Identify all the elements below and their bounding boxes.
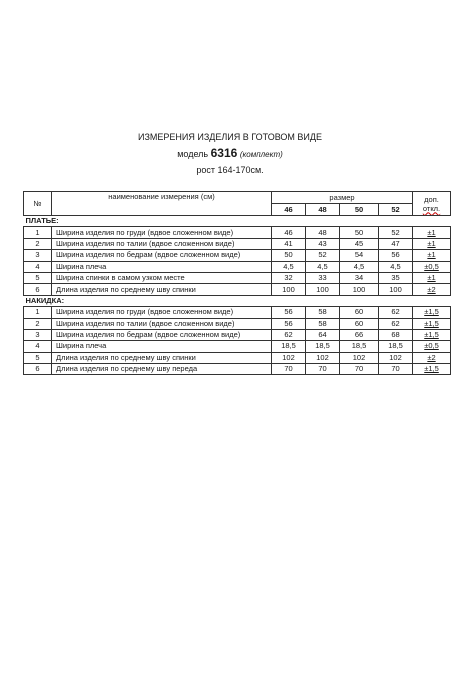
model-note: (комплект) bbox=[239, 150, 283, 159]
size-value: 62 bbox=[379, 318, 413, 329]
size-value: 50 bbox=[340, 227, 379, 238]
size-value: 4,5 bbox=[272, 261, 306, 272]
size-value: 48 bbox=[306, 227, 340, 238]
size-value: 46 bbox=[272, 227, 306, 238]
tolerance-cell bbox=[413, 318, 451, 329]
size-value: 100 bbox=[340, 284, 379, 295]
header-tolerance-line2: откл. bbox=[422, 203, 441, 213]
size-value: 62 bbox=[272, 329, 306, 340]
size-header: 52 bbox=[379, 204, 413, 216]
tolerance-value: ±1 bbox=[427, 227, 436, 237]
tolerance-value: ±2 bbox=[427, 284, 436, 294]
size-value: 32 bbox=[272, 272, 306, 283]
size-value: 4,5 bbox=[340, 261, 379, 272]
size-value: 58 bbox=[306, 307, 340, 318]
size-value: 100 bbox=[272, 284, 306, 295]
measurement-name: Ширина изделия по талии (вдвое сложенном виде) bbox=[52, 238, 272, 249]
size-value: 100 bbox=[306, 284, 340, 295]
header-row-1 bbox=[24, 192, 451, 204]
tolerance-value: ±1 bbox=[427, 238, 436, 248]
row-number: 2 bbox=[24, 238, 52, 249]
tolerance-cell bbox=[413, 341, 451, 352]
tolerance-value: ±1 bbox=[427, 250, 436, 260]
table-row bbox=[24, 250, 451, 261]
header-tolerance-line1: доп. bbox=[424, 194, 439, 204]
header-measurement-name: наименование измерения (см) bbox=[52, 192, 272, 216]
tolerance-value: ±1 bbox=[427, 273, 436, 283]
tolerance-cell bbox=[413, 238, 451, 249]
measurement-name: Ширина плеча bbox=[52, 261, 272, 272]
tolerance-cell bbox=[413, 250, 451, 261]
tolerance-cell bbox=[413, 364, 451, 375]
table-row bbox=[24, 272, 451, 283]
table-row bbox=[24, 307, 451, 318]
row-number: 4 bbox=[24, 341, 52, 352]
measurement-name: Ширина изделия по бедрам (вдвое сложенном виде) bbox=[52, 329, 272, 340]
row-number: 6 bbox=[24, 364, 52, 375]
table-row bbox=[24, 238, 451, 249]
table-row bbox=[24, 227, 451, 238]
size-value: 60 bbox=[340, 318, 379, 329]
table-row bbox=[24, 341, 451, 352]
size-value: 18,5 bbox=[272, 341, 306, 352]
tolerance-value: ±1,5 bbox=[424, 364, 439, 374]
row-number: 2 bbox=[24, 318, 52, 329]
section-row bbox=[24, 216, 451, 227]
size-value: 56 bbox=[272, 307, 306, 318]
tolerance-cell bbox=[413, 352, 451, 363]
model-line bbox=[0, 146, 460, 160]
tolerance-cell bbox=[413, 307, 451, 318]
size-header: 50 bbox=[340, 204, 379, 216]
size-value: 52 bbox=[379, 227, 413, 238]
row-number: 5 bbox=[24, 272, 52, 283]
header-number: № bbox=[24, 192, 52, 216]
tolerance-cell bbox=[413, 227, 451, 238]
size-value: 18,5 bbox=[379, 341, 413, 352]
size-value: 68 bbox=[379, 329, 413, 340]
size-value: 18,5 bbox=[306, 341, 340, 352]
tolerance-cell bbox=[413, 261, 451, 272]
row-number: 1 bbox=[24, 227, 52, 238]
table-row bbox=[24, 261, 451, 272]
measurement-name: Ширина изделия по груди (вдвое сложенном виде) bbox=[52, 307, 272, 318]
height-line: рост 164-170см. bbox=[196, 165, 264, 175]
size-value: 70 bbox=[272, 364, 306, 375]
size-value: 33 bbox=[306, 272, 340, 283]
tolerance-cell bbox=[413, 272, 451, 283]
size-value: 45 bbox=[340, 238, 379, 249]
row-number: 3 bbox=[24, 329, 52, 340]
size-value: 50 bbox=[272, 250, 306, 261]
size-value: 4,5 bbox=[379, 261, 413, 272]
size-value: 102 bbox=[340, 352, 379, 363]
tolerance-value: ±0,5 bbox=[424, 341, 439, 351]
size-value: 102 bbox=[306, 352, 340, 363]
tolerance-value: ±1,5 bbox=[424, 307, 439, 317]
table-row bbox=[24, 364, 451, 375]
measurements-table bbox=[23, 191, 451, 375]
measurement-name: Длина изделия по среднему шву переда bbox=[52, 364, 272, 375]
section-title: НАКИДКА: bbox=[24, 295, 451, 306]
tolerance-value: ±2 bbox=[427, 352, 436, 362]
table-row bbox=[24, 329, 451, 340]
document-title: ИЗМЕРЕНИЯ ИЗДЕЛИЯ В ГОТОВОМ ВИДЕ bbox=[138, 132, 322, 142]
table-row bbox=[24, 284, 451, 295]
size-value: 34 bbox=[340, 272, 379, 283]
measurement-name: Ширина спинки в самом узком месте bbox=[52, 272, 272, 283]
size-value: 70 bbox=[306, 364, 340, 375]
tolerance-cell bbox=[413, 329, 451, 340]
measurement-name: Длина изделия по среднему шву спинки bbox=[52, 352, 272, 363]
model-number: 6316 bbox=[210, 146, 238, 160]
measurement-name: Длина изделия по среднему шву спинки bbox=[52, 284, 272, 295]
tolerance-value: ±0,5 bbox=[424, 261, 439, 271]
size-value: 102 bbox=[272, 352, 306, 363]
size-value: 18,5 bbox=[340, 341, 379, 352]
size-value: 62 bbox=[379, 307, 413, 318]
table-row bbox=[24, 352, 451, 363]
size-value: 58 bbox=[306, 318, 340, 329]
size-value: 56 bbox=[379, 250, 413, 261]
row-number: 6 bbox=[24, 284, 52, 295]
measurement-name: Ширина изделия по талии (вдвое сложенном виде) bbox=[52, 318, 272, 329]
size-value: 102 bbox=[379, 352, 413, 363]
size-value: 52 bbox=[306, 250, 340, 261]
size-value: 70 bbox=[340, 364, 379, 375]
size-value: 100 bbox=[379, 284, 413, 295]
header-tolerance bbox=[413, 192, 451, 216]
section-row bbox=[24, 295, 451, 306]
size-value: 70 bbox=[379, 364, 413, 375]
size-value: 56 bbox=[272, 318, 306, 329]
measurement-name: Ширина изделия по бедрам (вдвое сложенном виде) bbox=[52, 250, 272, 261]
size-value: 35 bbox=[379, 272, 413, 283]
size-value: 4,5 bbox=[306, 261, 340, 272]
tolerance-value: ±1,5 bbox=[424, 330, 439, 340]
header-size: размер bbox=[272, 192, 413, 204]
model-prefix: модель bbox=[177, 149, 209, 159]
measurement-name: Ширина плеча bbox=[52, 341, 272, 352]
size-header: 48 bbox=[306, 204, 340, 216]
tolerance-cell bbox=[413, 284, 451, 295]
row-number: 4 bbox=[24, 261, 52, 272]
table-row bbox=[24, 318, 451, 329]
size-value: 60 bbox=[340, 307, 379, 318]
row-number: 3 bbox=[24, 250, 52, 261]
size-value: 43 bbox=[306, 238, 340, 249]
row-number: 5 bbox=[24, 352, 52, 363]
size-value: 64 bbox=[306, 329, 340, 340]
size-value: 41 bbox=[272, 238, 306, 249]
size-value: 66 bbox=[340, 329, 379, 340]
section-title: ПЛАТЬЕ: bbox=[24, 216, 451, 227]
size-value: 54 bbox=[340, 250, 379, 261]
tolerance-value: ±1,5 bbox=[424, 318, 439, 328]
row-number: 1 bbox=[24, 307, 52, 318]
measurement-name: Ширина изделия по груди (вдвое сложенном виде) bbox=[52, 227, 272, 238]
size-value: 47 bbox=[379, 238, 413, 249]
size-header: 46 bbox=[272, 204, 306, 216]
